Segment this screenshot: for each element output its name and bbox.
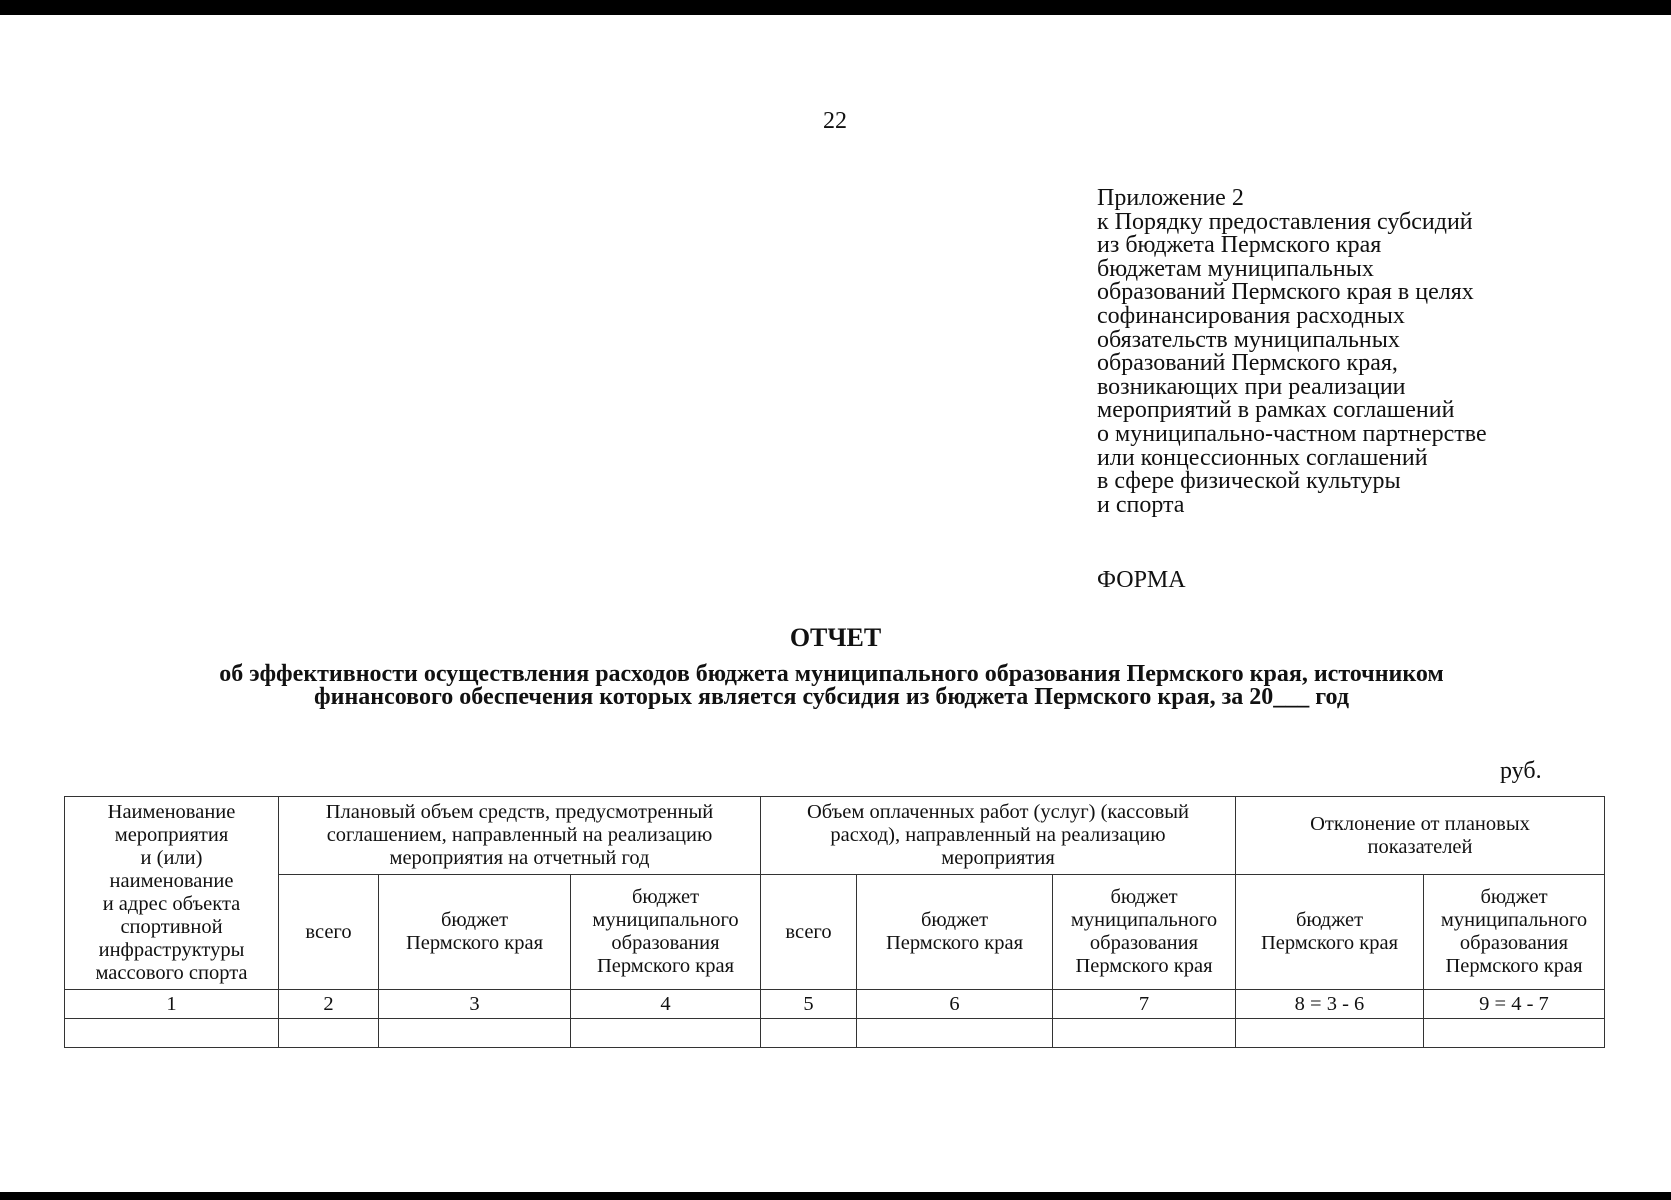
header-paid-volume: Объем оплаченных работ (услуг) (кассовый расход), направленный на реализацию мероприятия	[761, 797, 1236, 875]
report-title: ОТЧЕТ	[789, 623, 882, 652]
column-number: 6	[857, 990, 1053, 1019]
appendix-line: мероприятий в рамках соглашений	[1097, 397, 1455, 424]
column-number-row	[65, 990, 1605, 1019]
appendix-line: образований Пермского края в целях	[1097, 279, 1474, 306]
table-cell	[857, 1019, 1053, 1048]
appendix-line: к Порядку предоставления субсидий	[1097, 208, 1473, 235]
table-cell	[761, 1019, 857, 1048]
scan-bottom-border	[0, 1192, 1671, 1200]
table-row	[65, 1019, 1605, 1048]
column-number: 2	[279, 990, 379, 1019]
appendix-block	[1097, 187, 1657, 517]
subheader-cell: бюджет Пермского края	[1236, 875, 1424, 990]
table-cell	[379, 1019, 571, 1048]
table-cell	[571, 1019, 761, 1048]
header-event-name: Наименование мероприятия и (или) наименование и адрес объекта спортивной инфраструктуры массового спорта	[65, 797, 279, 990]
report-subtitle	[100, 663, 1563, 709]
appendix-line: и спорта	[1097, 491, 1185, 518]
table-cell	[65, 1019, 279, 1048]
subheader-cell: бюджет муниципального образования Пермского края	[571, 875, 761, 990]
column-number: 7	[1053, 990, 1236, 1019]
subheader-cell: бюджет Пермского края	[379, 875, 571, 990]
subheader-cell: бюджет муниципального образования Пермского края	[1424, 875, 1605, 990]
appendix-line: о муниципально-частном партнерстве	[1097, 420, 1487, 447]
appendix-line: обязательств муниципальных	[1097, 326, 1400, 353]
subheader-cell: всего	[761, 875, 857, 990]
report-table	[64, 796, 1605, 1048]
column-number: 5	[761, 990, 857, 1019]
table-cell	[1236, 1019, 1424, 1048]
table-cell	[1053, 1019, 1236, 1048]
column-number: 8 = 3 - 6	[1236, 990, 1424, 1019]
table-header-row	[65, 797, 1605, 875]
appendix-line: Приложение 2	[1097, 185, 1244, 211]
column-number: 3	[379, 990, 571, 1019]
page-number: 22	[823, 108, 847, 134]
currency-units: руб.	[1500, 758, 1542, 784]
report-subtitle-line: об эффективности осуществления расходов бюджета муниципального образования Пермского края, источником	[219, 661, 1444, 687]
appendix-line: возникающих при реализации	[1097, 373, 1406, 400]
table-cell	[1424, 1019, 1605, 1048]
subheader-cell: всего	[279, 875, 379, 990]
subheader-cell: бюджет Пермского края	[857, 875, 1053, 990]
table-subheader-row	[65, 875, 1605, 990]
form-label: ФОРМА	[1097, 567, 1186, 593]
subheader-cell: бюджет муниципального образования Пермского края	[1053, 875, 1236, 990]
appendix-line: образований Пермского края,	[1097, 350, 1398, 377]
appendix-line: из бюджета Пермского края	[1097, 232, 1382, 259]
column-number: 9 = 4 - 7	[1424, 990, 1605, 1019]
appendix-line: в сфере физической культуры	[1097, 468, 1401, 495]
table-cell	[279, 1019, 379, 1048]
appendix-line: софинансирования расходных	[1097, 302, 1405, 329]
scan-top-border	[0, 0, 1671, 15]
column-number: 1	[65, 990, 279, 1019]
header-deviation: Отклонение от плановых показателей	[1236, 797, 1605, 875]
header-planned-volume: Плановый объем средств, предусмотренный соглашением, направленный на реализацию мероприятия на отчетный год	[279, 797, 761, 875]
report-subtitle-line: финансового обеспечения которых является субсидия из бюджета Пермского края, за 20___ год	[314, 684, 1349, 710]
column-number: 4	[571, 990, 761, 1019]
appendix-line: или концессионных соглашений	[1097, 444, 1428, 471]
appendix-line: бюджетам муниципальных	[1097, 255, 1374, 282]
